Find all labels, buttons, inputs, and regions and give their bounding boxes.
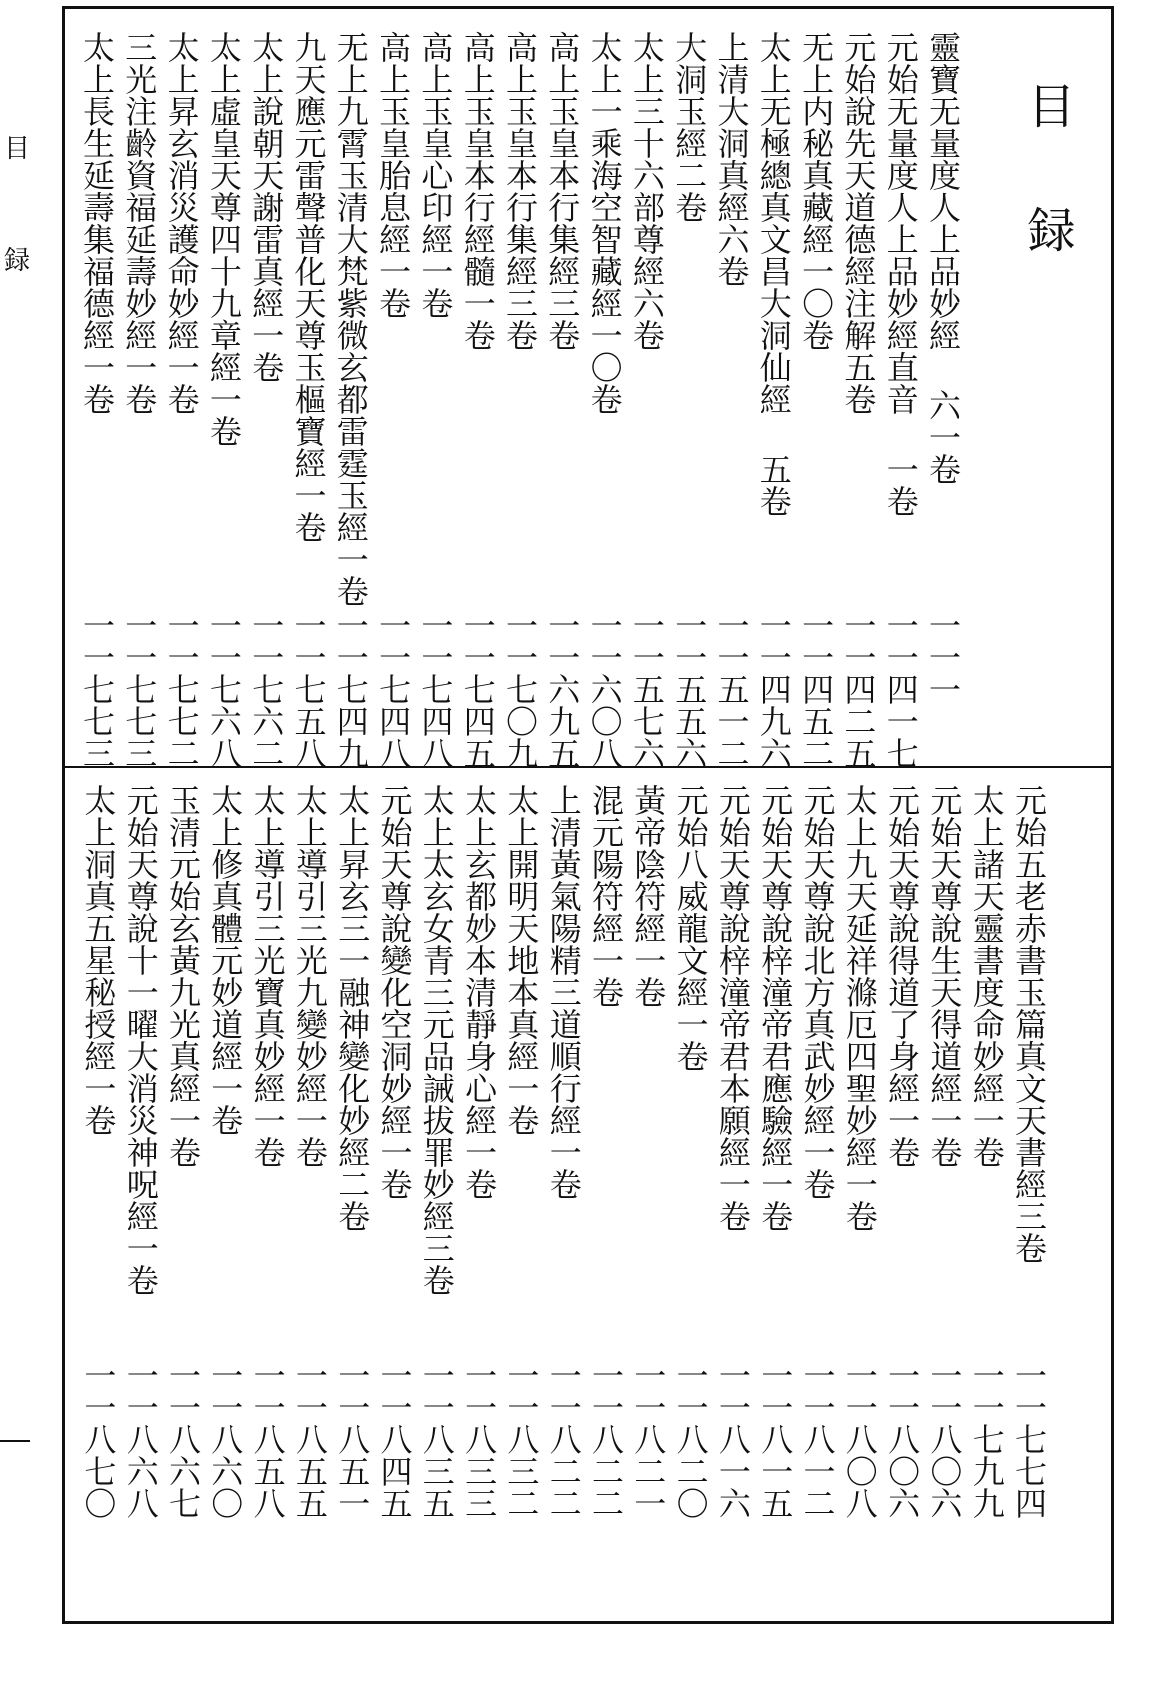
toc-entry-page: 一一八六七 bbox=[164, 1359, 202, 1519]
toc-entry-title: 太上導引三光九變妙經一卷 bbox=[290, 784, 329, 1168]
toc-entry-title: 太上修真體元妙道經一卷 bbox=[206, 784, 245, 1136]
toc-entry-title: 太上九天延祥滌厄四聖妙經一卷 bbox=[840, 784, 879, 1232]
toc-entry-page: 一一八〇六 bbox=[925, 1359, 964, 1519]
toc-entry-title: 上清黃氣陽精三道順行經一卷 bbox=[544, 784, 583, 1200]
toc-entry-page: 一一八七〇 bbox=[79, 1359, 118, 1519]
toc-entry-title: 高上玉皇心印經一卷 bbox=[416, 31, 455, 319]
toc-entry-title: 高上玉皇本行集經三卷 bbox=[501, 31, 539, 351]
toc-entry-page: 一一七七四 bbox=[1010, 1359, 1048, 1519]
toc-entry-page: 一一四二五 bbox=[839, 609, 878, 769]
toc-entry-title: 玉清元始玄黃九光真經一卷 bbox=[164, 784, 202, 1168]
toc-entry-page: 一一八一五 bbox=[756, 1359, 795, 1519]
toc-entry-title: 元始无量度人上品妙經直音 一卷 bbox=[881, 31, 920, 517]
toc-entry-page: 一一八一二 bbox=[798, 1359, 837, 1519]
toc-entry-page: 一一六〇八 bbox=[585, 609, 624, 769]
toc-entry-page: 一一七六八 bbox=[204, 609, 243, 769]
toc-entry-title: 大洞玉經二卷 bbox=[670, 31, 709, 223]
toc-entry-title: 太上昇玄消災護命妙經一卷 bbox=[162, 31, 201, 415]
toc-entry-title: 元始天尊說梓潼帝君應驗經一卷 bbox=[756, 784, 795, 1232]
side-rule bbox=[0, 1440, 30, 1442]
toc-entry-page: 一一五一二 bbox=[712, 609, 751, 769]
side-label-mu: 目 bbox=[3, 134, 30, 164]
toc-entry-title: 混元陽符經一卷 bbox=[587, 784, 625, 1008]
toc-entry-page: 一一一 bbox=[924, 609, 962, 705]
toc-entry-page: 一一八六八 bbox=[121, 1359, 160, 1519]
page-frame bbox=[62, 6, 1114, 1624]
toc-entry-title: 元始天尊說北方真武妙經一卷 bbox=[798, 784, 837, 1200]
toc-entry-page: 一一四五二 bbox=[797, 609, 836, 769]
toc-entry-title: 高上玉皇本行集經三卷 bbox=[543, 31, 582, 351]
toc-entry-title: 太上无極總真文昌大洞仙經 五卷 bbox=[754, 31, 793, 517]
toc-entry-page: 一一四一七 bbox=[881, 609, 920, 769]
toc-entry-title: 太上洞真五星秘授經一卷 bbox=[79, 784, 118, 1136]
toc-entry-title: 元始天尊說變化空洞妙經一卷 bbox=[375, 784, 414, 1200]
toc-entry-page: 一一八一六 bbox=[713, 1359, 752, 1519]
toc-entry-page: 一一六九五 bbox=[543, 609, 582, 769]
toc-entry-title: 太上三十六部尊經六卷 bbox=[627, 31, 666, 351]
toc-entry-title: 太上諸天靈書度命妙經一卷 bbox=[967, 784, 1006, 1168]
toc-entry-page: 一一八三三 bbox=[460, 1359, 499, 1519]
toc-entry-page: 一一八三二 bbox=[502, 1359, 541, 1519]
toc-entry-page: 一一八二一 bbox=[629, 1359, 668, 1519]
toc-entry-page: 一一八二〇 bbox=[671, 1359, 710, 1519]
toc-entry-title: 元始說先天道德經注解五卷 bbox=[839, 31, 878, 415]
toc-entry-page: 一一八五一 bbox=[333, 1359, 372, 1519]
toc-entry-title: 太上昇玄三一融神變化妙經二卷 bbox=[333, 784, 372, 1232]
toc-entry-title: 无上九霄玉清大梵紫微玄都雷霆玉經一卷 bbox=[331, 31, 370, 607]
toc-entry-page: 一一七五八 bbox=[289, 609, 328, 769]
toc-entry-page: 一一八二二 bbox=[587, 1359, 625, 1519]
toc-entry-title: 黃帝陰符經一卷 bbox=[629, 784, 668, 1008]
toc-entry-page: 一一七四九 bbox=[331, 609, 370, 769]
toc-entry-title: 元始天尊說梓潼帝君本願經一卷 bbox=[713, 784, 752, 1232]
toc-entry-page: 一一四九六 bbox=[754, 609, 793, 769]
toc-entry-page: 一一八四五 bbox=[375, 1359, 414, 1519]
toc-entry-page: 一一八六〇 bbox=[206, 1359, 245, 1519]
toc-entry-title: 三光注齡資福延壽妙經一卷 bbox=[120, 31, 159, 415]
toc-entry-title: 元始八威龍文經一卷 bbox=[671, 784, 710, 1072]
toc-entry-page: 一一八〇六 bbox=[883, 1359, 922, 1519]
toc-entry-title: 元始五老赤書玉篇真文天書經三卷 bbox=[1010, 784, 1048, 1264]
toc-entry-title: 太上長生延壽集福德經一卷 bbox=[78, 31, 116, 415]
heading-mu: 目 bbox=[1019, 81, 1075, 129]
toc-entry-title: 上清大洞真經六卷 bbox=[712, 31, 751, 287]
side-label-lu: 録 bbox=[3, 246, 30, 276]
toc-entry-page: 一一七九九 bbox=[967, 1359, 1006, 1519]
toc-entry-title: 太上太玄女青三元品誡拔罪妙經三卷 bbox=[417, 784, 456, 1296]
toc-entry-title: 靈寶无量度人上品妙經 六一卷 bbox=[924, 31, 962, 485]
toc-entry-title: 太上一乘海空智藏經一〇卷 bbox=[585, 31, 624, 415]
toc-entry-title: 元始天尊說得道了身經一卷 bbox=[883, 784, 922, 1168]
toc-entry-title: 太上說朝天謝雷真經一卷 bbox=[247, 31, 286, 383]
toc-entry-title: 太上玄都妙本清靜身心經一卷 bbox=[460, 784, 499, 1200]
toc-entry-page: 一一八三五 bbox=[417, 1359, 456, 1519]
toc-entry-title: 九天應元雷聲普化天尊玉樞寶經一卷 bbox=[289, 31, 328, 543]
toc-entry-title: 太上開明天地本真經一卷 bbox=[502, 784, 541, 1136]
toc-entry-page: 一一七七三 bbox=[120, 609, 159, 769]
toc-entry-title: 高上玉皇胎息經一卷 bbox=[374, 31, 413, 319]
toc-entry-title: 高上玉皇本行經髓一卷 bbox=[458, 31, 497, 351]
toc-entry-page: 一一七〇九 bbox=[501, 609, 539, 769]
toc-entry-page: 一一五七六 bbox=[627, 609, 666, 769]
toc-entry-page: 一一八二二 bbox=[544, 1359, 583, 1519]
toc-entry-title: 太上導引三光寶真妙經一卷 bbox=[248, 784, 287, 1168]
toc-entry-page: 一一七四八 bbox=[374, 609, 413, 769]
toc-entry-page: 一一八五八 bbox=[248, 1359, 287, 1519]
toc-entry-page: 一一七六二 bbox=[247, 609, 286, 769]
toc-entry-page: 一一八〇八 bbox=[840, 1359, 879, 1519]
toc-entry-title: 太上虛皇天尊四十九章經一卷 bbox=[204, 31, 243, 447]
toc-entry-title: 无上内秘真藏經一〇卷 bbox=[797, 31, 836, 351]
toc-entry-page: 一一七七二 bbox=[162, 609, 201, 769]
toc-entry-page: 一一七四八 bbox=[416, 609, 455, 769]
toc-entry-page: 一一七七三 bbox=[78, 609, 116, 769]
toc-entry-title: 元始天尊說十一曜大消災神呪經一卷 bbox=[121, 784, 160, 1296]
toc-entry-page: 一一五五六 bbox=[670, 609, 709, 769]
toc-entry-title: 元始天尊說生天得道經一卷 bbox=[925, 784, 964, 1168]
toc-entry-page: 一一七四五 bbox=[458, 609, 497, 769]
heading-lu: 録 bbox=[1019, 205, 1075, 253]
toc-entry-page: 一一八五五 bbox=[290, 1359, 329, 1519]
